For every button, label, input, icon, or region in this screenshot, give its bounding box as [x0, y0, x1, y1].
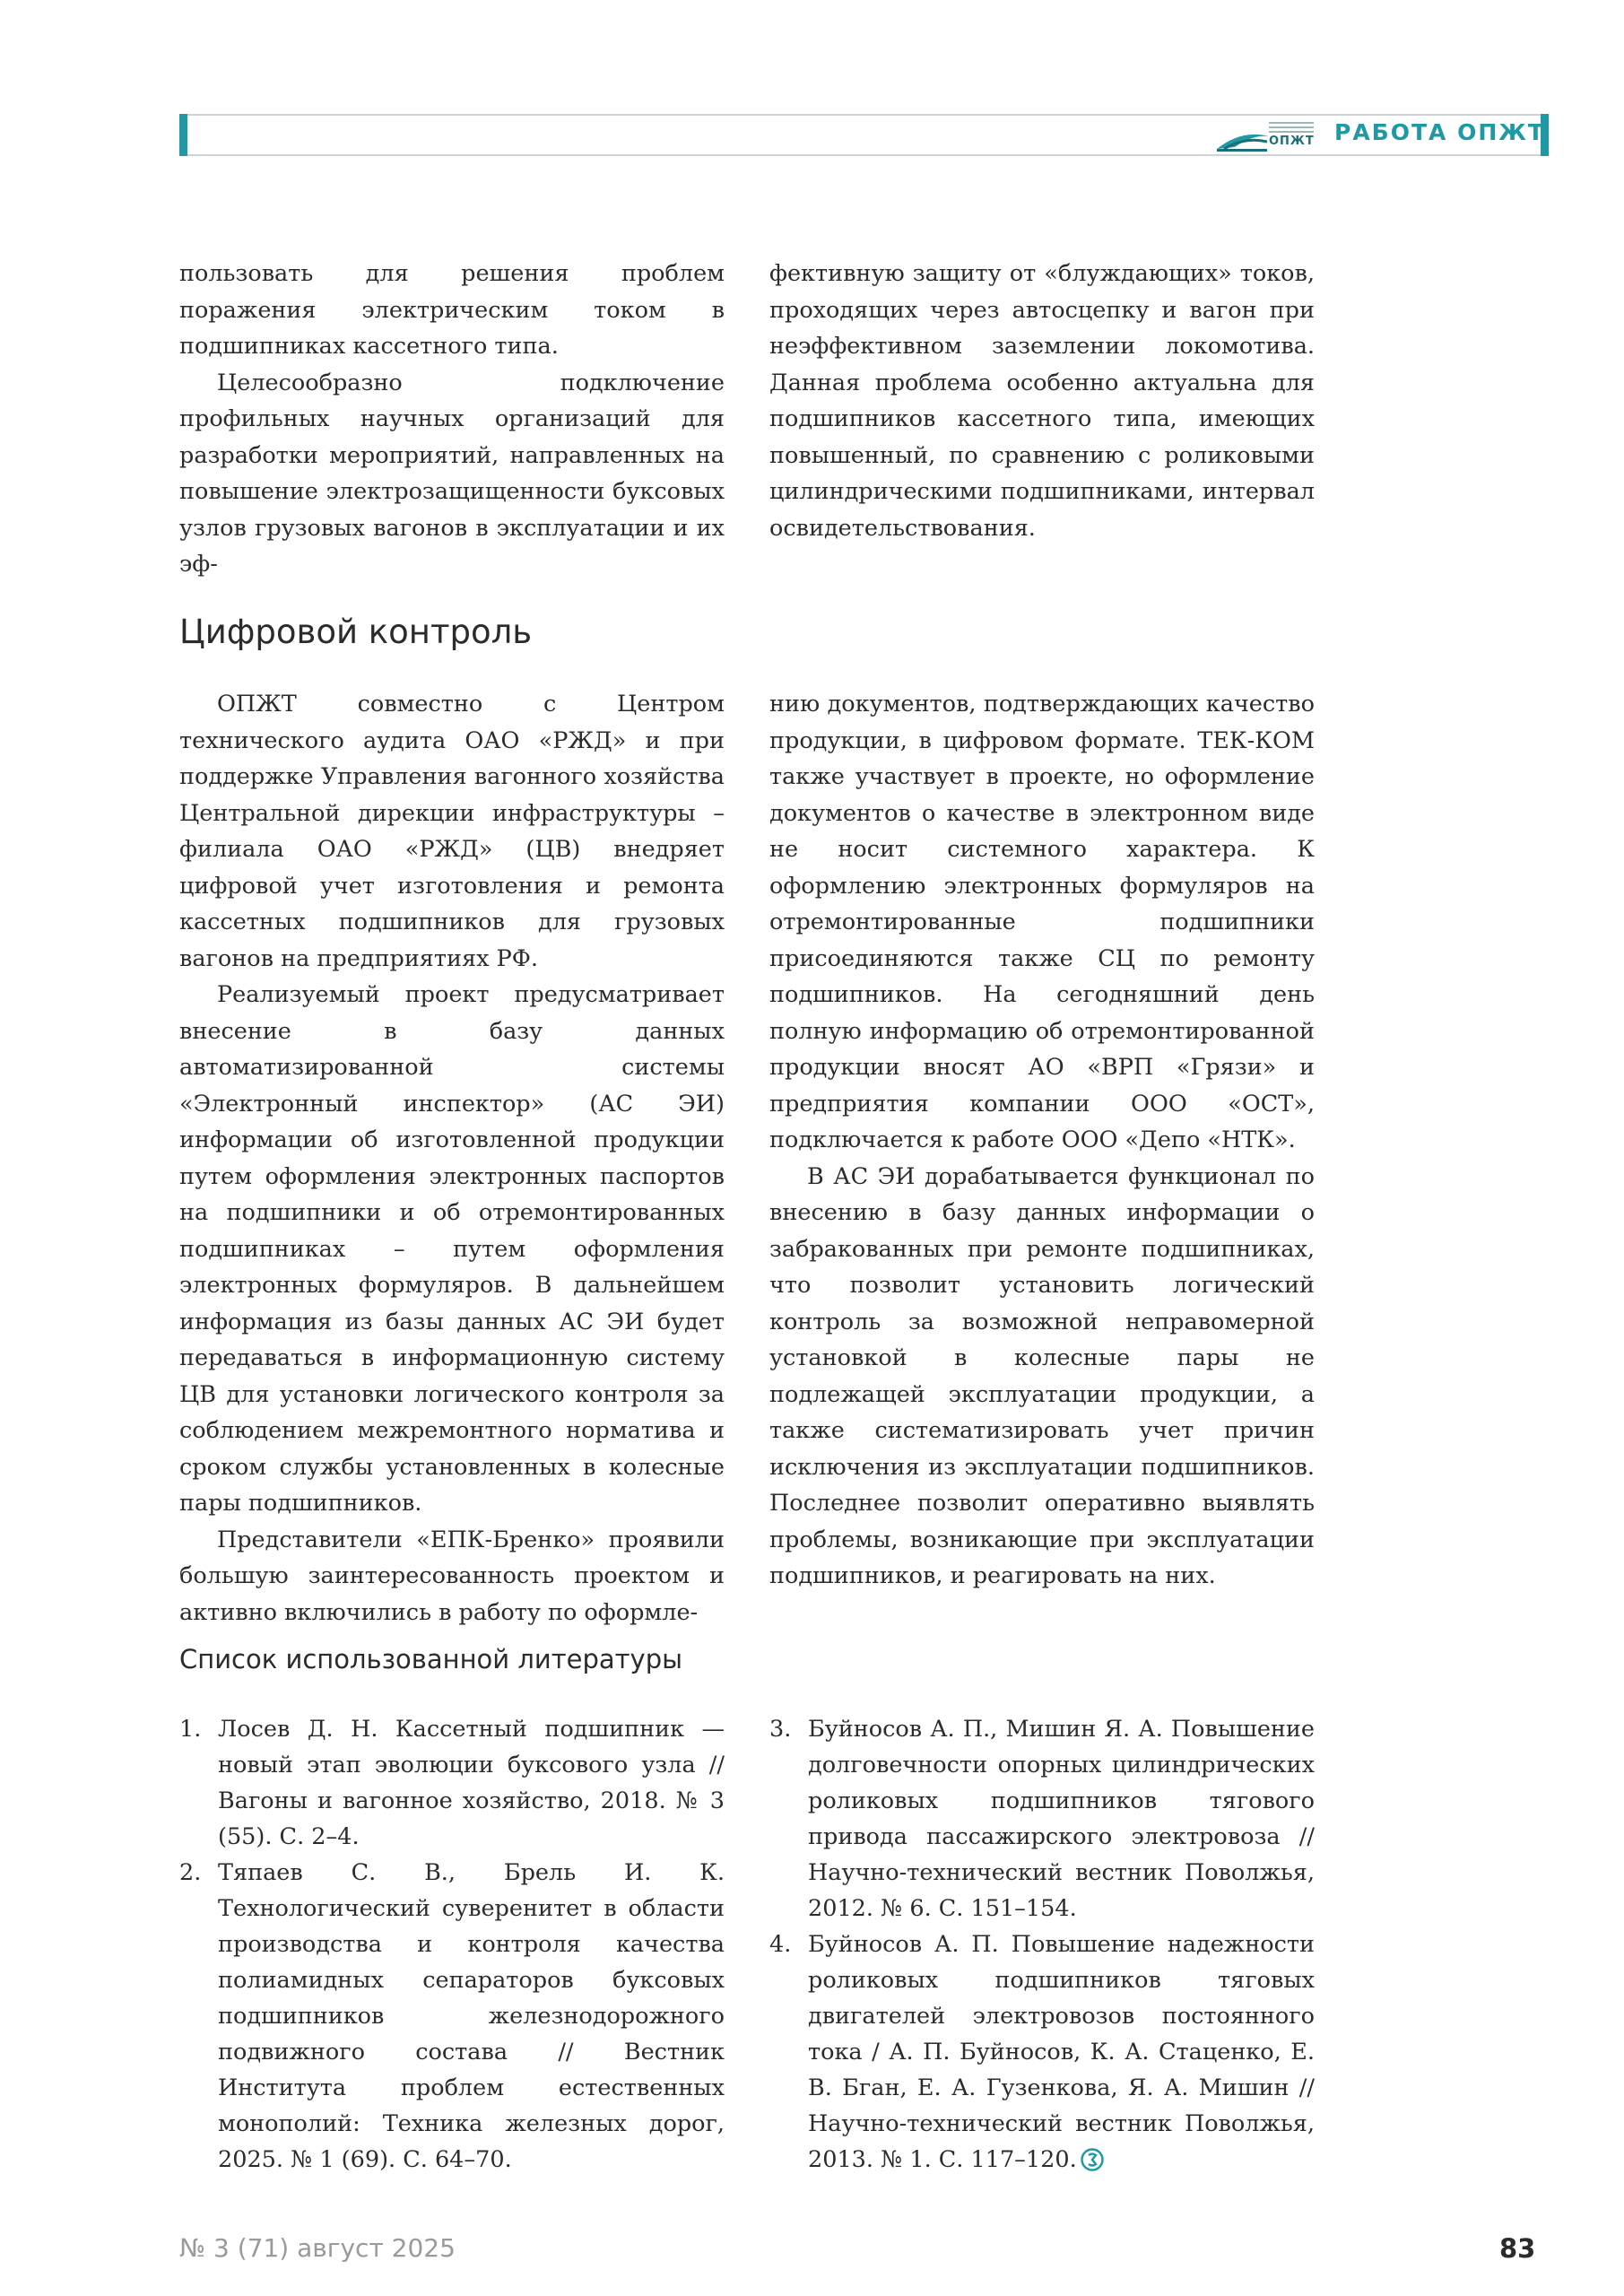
reference-number: 1. — [179, 1716, 202, 1743]
paragraph: Представители «ЕПК-Бренко» проявили большую заинтересованность проектом и активно включились в работу по оформле- — [179, 1526, 725, 1626]
page-number: 83 — [1499, 2233, 1536, 2264]
paragraph: Целесообразно подключение профильных научных организаций для разработки мероприятий, направленных на повышение электрозащищенности буксовых узлов грузовых вагонов в эксплуатации и их эф- — [179, 369, 725, 578]
reference-text: Буйносов А. П., Мишин Я. А. Повышение долговечности опорных цилиндрических роликовых подшипников тягового привода пассажирского электровоза // Научно-технический вестник Поволжья, 2012. № 6. С. 151–154. — [808, 1716, 1315, 1922]
paragraph: Реализуемый проект предусматривает внесение в базу данных автоматизированной системы «Электронный инспектор» (АС ЭИ) информации об изготовленной продукции путем оформления электронных паспортов на подшипники и об отремонтированных подшипниках – путем оформления электронных формуляров. В дальнейшем информация из базы данных АС ЭИ будет передаваться в информационную систему ЦВ для установки логического контроля за соблюдением межремонтного норматива и сроком службы установленных в колесные пары подшипников. — [179, 981, 725, 1517]
intro-right-column — [769, 256, 1315, 546]
reference-item — [769, 1711, 1315, 1926]
paragraph: фективную защиту от «блуждающих» токов, проходящих через автосцепку и вагон при неэффективном заземлении локомотива. Данная проблема особенно актуальна для подшипников кассетного типа, имеющих повышенный, по сравнению с роликовыми цилиндрическими подшипниками, интервал освидетельствования. — [769, 260, 1315, 542]
reference-item — [179, 1855, 725, 2178]
references-list-left — [179, 1711, 725, 2178]
section-left-column — [179, 686, 725, 1631]
reference-item — [769, 1926, 1315, 2178]
end-of-article-icon — [1081, 2148, 1104, 2171]
section-right-column — [769, 686, 1315, 1595]
header-accent-bar-left — [179, 114, 187, 156]
paragraph: В АС ЭИ дорабатывается функционал по внесению в базу данных информации о забракованных при ремонте подшипниках, что позволит установить логический контроль за возможной неправомерной установкой в колесные пары не подлежащей эксплуатации продукции, а также систематизировать учет причин исключения из эксплуатации подшипников. Последнее позволит оперативно выявлять проблемы, возникающие при эксплуатации подшипников, и реагировать на них. — [769, 1162, 1315, 1589]
references-heading: Список использованной литературы — [179, 1644, 683, 1674]
header-top-rule — [179, 114, 1547, 116]
references-list-right — [769, 1711, 1315, 2178]
reference-number: 4. — [769, 1931, 792, 1958]
reference-item — [179, 1711, 725, 1855]
paragraph: нию документов, подтверждающих качество продукции, в цифровом формате. ТЕК-КОМ также участвует в проекте, но оформление документов о качестве в электронном виде не носит системного характера. К оформлению электронных формуляров на отремонтированные подшипники присоединяются также СЦ по ремонту подшипников. На сегодняшний день полную информацию об отремонтированной продукции вносят АО «ВРП «Грязи» и предприятия компании ООО «ОСТ», подключается к работе ООО «Депо «НТК». — [769, 691, 1315, 1153]
reference-text: Буйносов А. П. Повышение надежности роликовых подшипников тяговых двигателей электровозов постоянного тока / А. П. Буйносов, К. А. Стаценко, Е. В. Бган, Е. А. Гузенкова, Я. А. Мишин // Научно-технический вестник Поволжья, 2013. № 1. С. 117–120. — [808, 1931, 1315, 2173]
reference-text: Лосев Д. Н. Кассетный подшипник — новый этап эволюции буксового узла // Вагоны и вагонное хозяйство, 2018. № 3 (55). С. 2–4. — [218, 1716, 725, 1850]
reference-number: 3. — [769, 1716, 792, 1743]
reference-text: Тяпаев С. В., Брель И. К. Технологический суверенитет в области производства и контроля качества полиамидных сепараторов буксовых подшипников железнодорожного подвижного состава // Вестник Института проблем естественных монополий: Техника железных дорог, 2025. № 1 (69). С. 64–70. — [218, 1859, 725, 2173]
reference-number: 2. — [179, 1859, 202, 1886]
intro-left-column — [179, 256, 725, 583]
logo-label: ОПЖТ — [1269, 135, 1315, 148]
issue-label: № 3 (71) август 2025 — [179, 2233, 456, 2263]
running-section-title: РАБОТА ОПЖТ — [1334, 119, 1545, 145]
paragraph: пользовать для решения проблем поражения электрическим током в подшипниках кассетного типа. — [179, 260, 725, 360]
section-heading: Цифровой контроль — [179, 613, 533, 651]
paragraph: ОПЖТ совместно с Центром технического аудита ОАО «РЖД» и при поддержке Управления вагонного хозяйства Центральной дирекции инфраструктуры – филиала ОАО «РЖД» (ЦВ) внедряет цифровой учет изготовления и ремонта кассетных подшипников для грузовых вагонов на предприятиях РФ. — [179, 691, 725, 972]
header-bottom-rule — [179, 154, 1547, 156]
